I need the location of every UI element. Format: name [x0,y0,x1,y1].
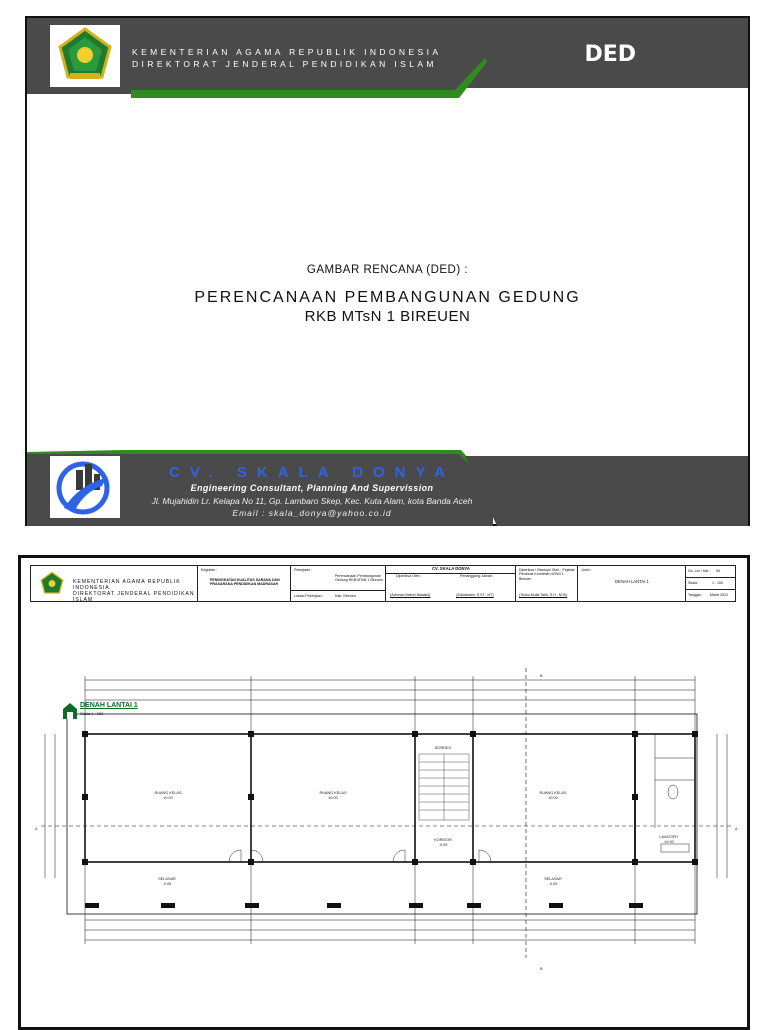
stairs [419,754,469,820]
tb-kegiatan-label: Kegiatan : [201,568,218,572]
tb-judul-value: DENAH LANTAI 1 [615,579,649,584]
cover-header [27,18,748,94]
tb-lokasi-label: Lokasi Pekerjaan : [294,594,324,598]
terrace-outline [67,714,697,914]
cover-ministry [132,46,441,70]
toilet-level: ±0.00 [664,840,674,844]
dimension-lines [45,676,727,944]
cover-sheet [25,16,750,526]
tb-tanggal-value: Maret 2022 [710,593,729,597]
room-level-3: ±0.00 [548,796,558,800]
cover-footer [27,450,748,526]
tb-ahli-name: (Achmad Bakhri Baisaini) [390,593,431,597]
room-level-1: ±0.00 [163,796,173,800]
tb-pekerjaan-value: Perencanaan Pembangunan Gedung RKB MTsN 1 Bireuen [335,574,383,583]
company-address: Jl. Mujahidin Lr. Kelapa No 11, Gp. Lambaro Skep, Kec. Kuta Alam, kota Banda Aceh [151,496,473,506]
tb-pekerjaan-label: Pekerjaan : [294,568,313,572]
tb-skala-label: Skala : [688,581,699,585]
section-marker-top: B [540,674,543,678]
lobby-label: KORIDOR [434,838,452,842]
floor-plan [21,558,747,1028]
tb-judul-label: Judul : [581,568,592,572]
tb-pj-label: Penanggung Jawab : [460,574,494,578]
tb-lokasi-value: Kab. Bireuen [335,594,356,598]
toilet-label: LAVATORY [659,835,679,839]
room-label-2: RUANG KELAS [319,791,347,795]
plan-scale: Skala 1 : 150 [80,711,104,716]
corridor-level-2: -0.05 [548,882,558,886]
section-marker-right: A [735,827,738,831]
tb-ahli-label: Diperiksa Oleh : [396,574,422,578]
tb-no-label: No. Lbr / Hal : [688,569,711,573]
room-level-2: ±0.00 [328,796,338,800]
tb-ppk-label: Diperiksa / Disetujui Oleh : Pejabat Pembuat Komitmen MTsN 1 Bireuen [519,568,575,581]
plan-title: DENAH LANTAI 1 [80,702,138,709]
room-label-1: RUANG KELAS [154,791,182,795]
company-logo [50,456,120,518]
house-icon [62,702,78,720]
ministry-line2: DIREKTORAT JENDERAL PENDIDIKAN ISLAM [132,59,437,69]
tb-skala-value: 1 : 150 [712,581,723,585]
tb-ministry-line2: DIREKTORAT JENDERAL PENDIDIKAN ISLAM [73,591,195,601]
corridor-label-2: SELASAR [544,877,562,881]
section-marker-left: A [35,827,38,831]
tb-pj-name: (Zulkarnaini, S.ST., MT) [456,593,494,597]
doors [229,850,491,862]
tb-no-value: 05 [716,569,720,573]
ded-badge: DED [584,42,636,67]
tb-ppk-name: (Teuku Mulia Tahir, S.H., M.Si) [519,593,568,597]
company-tagline: Engineering Consultant, Planning And Supervission [190,483,434,493]
lobby-level: -0.05 [438,843,448,847]
tb-kegiatan-value: PENINGKATAN KUALITAS SARANA DAN PRASARANA PENDIDIKAN MADRASAH [210,578,280,587]
walls [85,734,695,862]
section-lines [41,668,731,958]
company-name: CV. SKALA DONYA [169,464,455,481]
cover-title-line1: PERENCANAAN PEMBANGUNAN GEDUNG [194,289,581,306]
tb-ministry-line1: KEMENTERIAN AGAMA REPUBLIK INDONESIA [73,579,181,591]
cover-subtitle: GAMBAR RENCANA (DED) : [306,264,469,276]
corridor-label-1: SELASAR [158,877,176,881]
corridor-level-1: -0.05 [162,882,172,886]
stair-label: BORDES [434,746,452,750]
drawing-sheet [18,555,750,1030]
tb-consultant: CV. SKALA DONYA [432,566,470,571]
tb-tanggal-label: Tanggal : [688,593,703,597]
room-label-3: RUANG KELAS [539,791,567,795]
cover-title-line2: RKB MTsN 1 BIREUEN [304,308,471,325]
ministry-line1: KEMENTERIAN AGAMA REPUBLIK INDONESIA [132,47,442,57]
company-email: Email : skala_donya@yahoo.co.id [232,508,392,518]
ministry-logo [50,25,120,87]
section-marker-bottom: B [540,967,543,971]
columns [82,731,698,908]
